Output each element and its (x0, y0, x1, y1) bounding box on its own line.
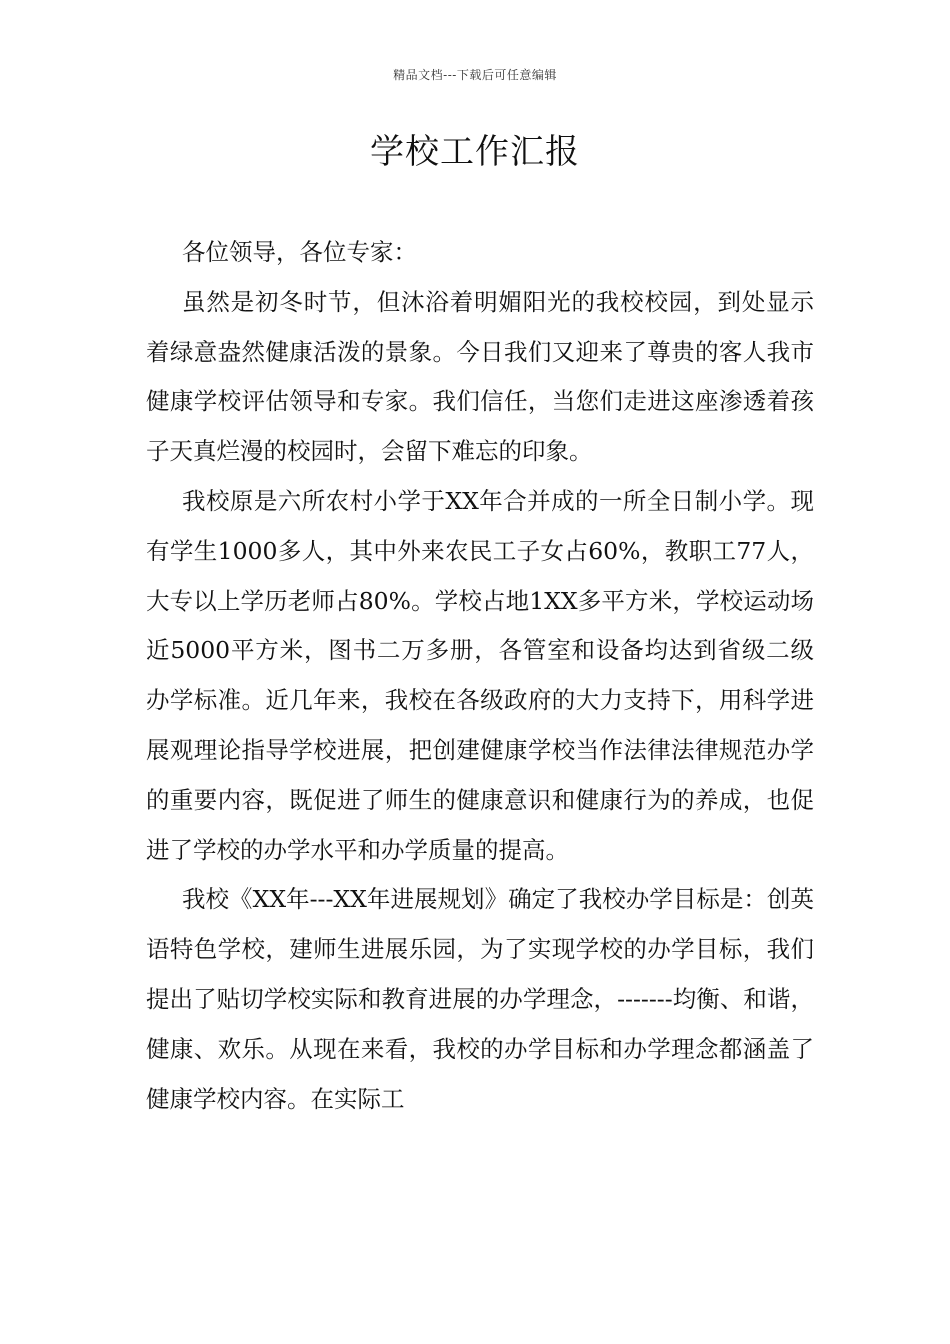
document-body (146, 228, 814, 1124)
body-paragraph: 我校《XX年---XX年进展规划》确定了我校办学目标是：创英语特色学校，建师生进展乐园，为了实现学校的办学目标，我们提出了贴切学校实际和教育进展的办学理念，-------均衡、和谐，健康、欢乐。从现在来看，我校的办学目标和办学理念都涵盖了健康学校内容。在实际工 (146, 885, 814, 1113)
greeting-paragraph: 各位领导，各位专家： (182, 238, 417, 266)
body-paragraph: 虽然是初冬时节，但沐浴着明媚阳光的我校校园，到处显示着绿意盎然健康活泼的景象。今日我们又迎来了尊贵的客人我市健康学校评估领导和专家。我们信任，当您们走进这座渗透着孩子天真烂漫的校园时，会留下难忘的印象。 (146, 287, 814, 466)
body-paragraph: 我校原是六所农村小学于XX年合并成的一所全日制小学。现有学生1000多人，其中外来农民工子女占60%，教职工77人，大专以上学历老师占80%。学校占地1XX多平方米，学校运动场近5000平方米，图书二万多册，各管室和设备均达到省级二级办学标准。近几年来，我校在各级政府的大力支持下，用科学进展观理论指导学校进展，把创建健康学校当作法律法律规范办学的重要内容，既促进了师生的健康意识和健康行为的养成，也促进了学校的办学水平和办学质量的提高。 (146, 486, 814, 864)
header-note: 精品文档---下载后可任意编辑 (393, 68, 557, 82)
document-title: 学校工作汇报 (370, 132, 580, 172)
